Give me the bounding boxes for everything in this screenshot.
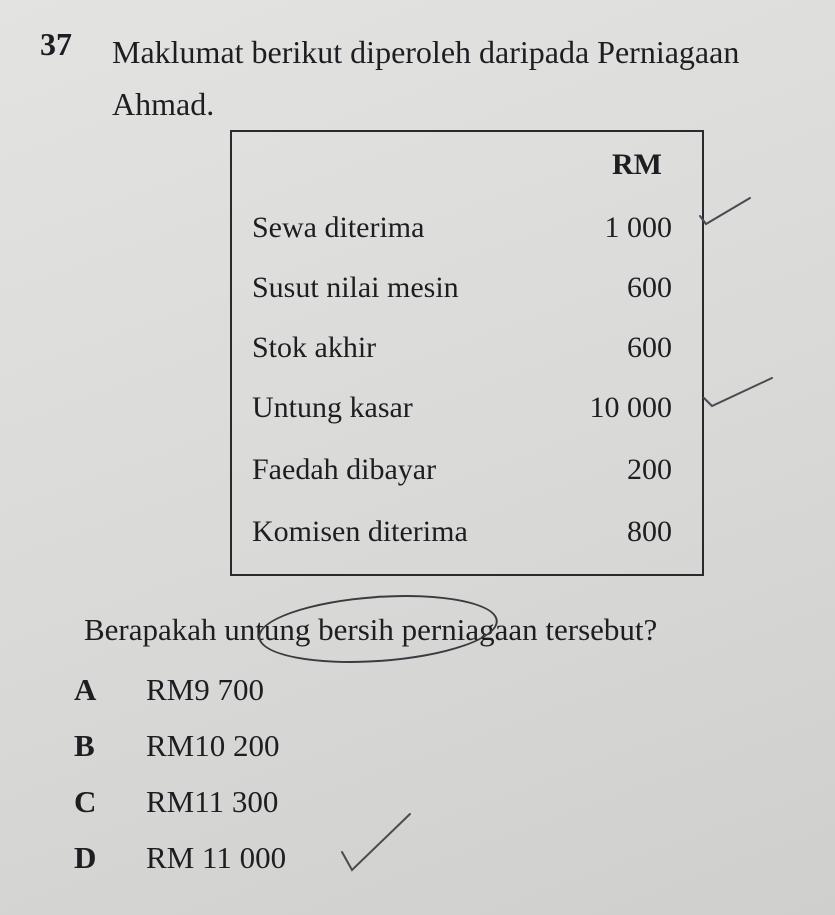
question-intro: Maklumat berikut diperoleh daripada Perniagaan Ahmad. [112,34,740,122]
question-prompt: Berapakah untung bersih perniagaan tersebut? [84,612,658,647]
table-row [252,208,672,248]
option-letter: C [74,784,97,819]
answer-tick-icon [336,808,416,880]
row-value: 1 000 [604,211,672,244]
table-row [252,512,672,552]
option-text: RM10 200 [146,728,280,763]
question-number: 37 [40,26,72,62]
pencil-tick-icon [700,370,776,414]
table-row [252,268,672,308]
row-label: Sewa diterima [252,211,425,244]
option-a[interactable] [74,672,264,708]
row-value: 200 [627,453,672,486]
option-text: RM9 700 [146,672,264,707]
row-value: 10 000 [589,391,672,424]
row-label: Komisen diterima [252,515,468,548]
row-value: 600 [627,331,672,364]
table-row [252,328,672,368]
option-letter: B [74,728,95,763]
table-row [252,388,672,428]
row-value: 800 [627,515,672,548]
table-header-rm: RM [612,148,662,181]
row-label: Faedah dibayar [252,453,437,486]
option-b[interactable] [74,728,280,764]
option-text: RM11 300 [146,784,279,819]
option-text: RM 11 000 [146,840,287,875]
pencil-tick-icon [696,192,756,232]
option-letter: A [74,672,97,707]
info-table [230,130,704,576]
row-value: 600 [627,271,672,304]
row-label: Susut nilai mesin [252,271,459,304]
table-row [252,450,672,490]
option-d[interactable] [74,840,286,876]
option-letter: D [74,840,97,875]
row-label: Stok akhir [252,331,377,364]
option-c[interactable] [74,784,278,820]
row-label: Untung kasar [252,391,413,424]
